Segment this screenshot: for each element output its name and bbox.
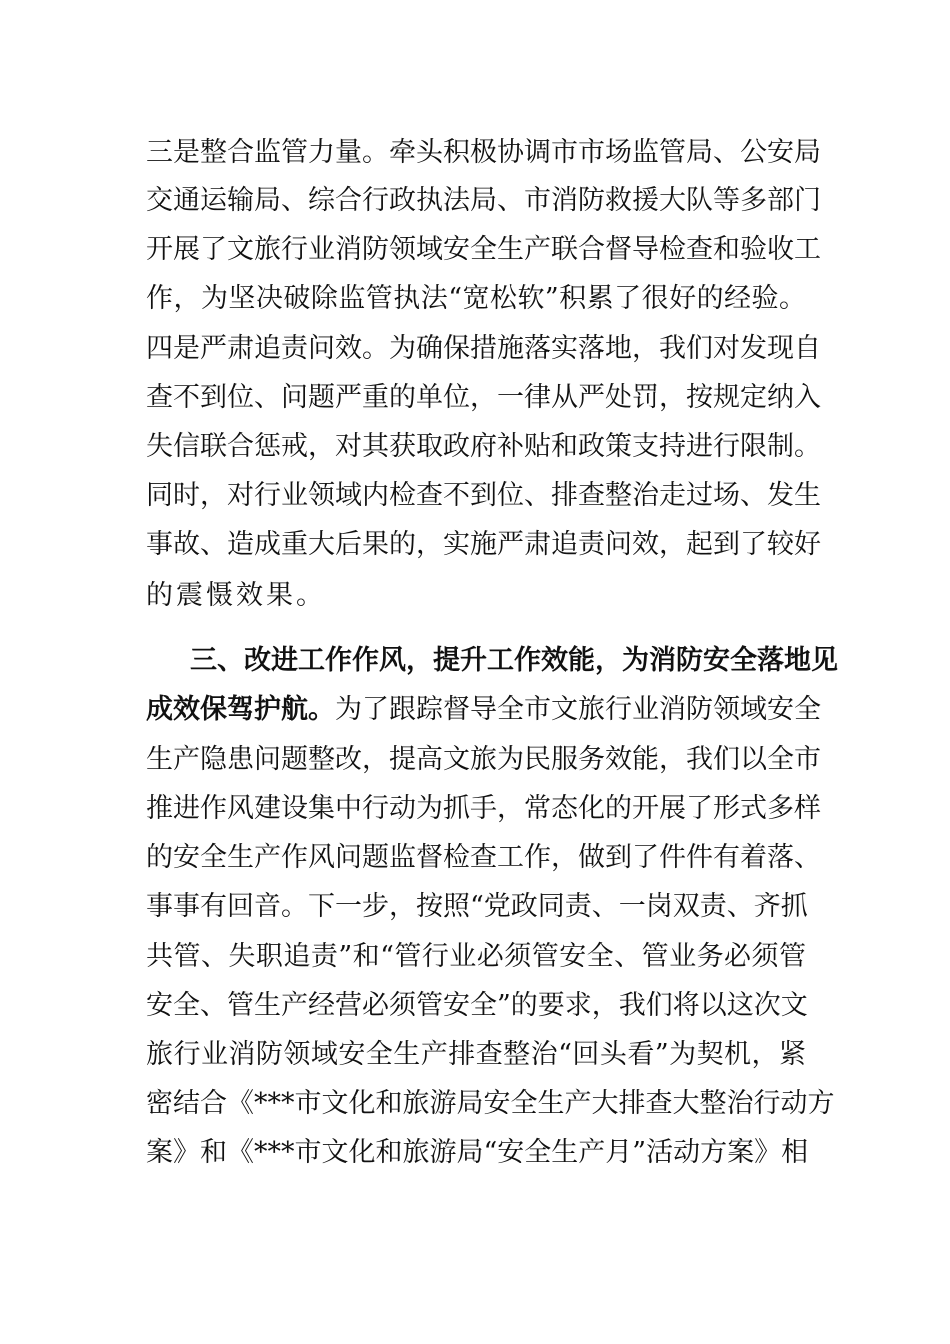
paragraph-line: 事故、造成重大后果的，实施严肃追责问效，起到了较好 [146,529,821,560]
section-heading: 三、改进工作作风，提升工作效能，为消防安全落地见 [190,645,838,676]
section-body-start: 为了跟踪督导全市文旅行业消防领域安全 [335,694,821,725]
paragraph-line: 旅行业消防领域安全生产排查整治“回头看”为契机，紧 [146,1039,806,1070]
paragraph-line: 共管、失职追责”和“管行业必须管安全、管业务必须管 [146,941,806,972]
paragraph-line: 的安全生产作风问题监督检查工作，做到了件件有着落、 [146,842,821,873]
paragraph-line: 安全、管生产经营必须管安全”的要求，我们将以这次文 [146,990,808,1021]
paragraph-line: 交通运输局、综合行政执法局、市消防救援大队等多部门 [146,185,821,216]
paragraph-line: 三是整合监管力量。牵头积极协调市市场监管局、公安局 [146,137,821,168]
paragraph-line: 失信联合惩戒，对其获取政府补贴和政策支持进行限制。 [146,431,821,462]
paragraph-line: 的震慑效果。 [146,580,326,611]
paragraph-line: 密结合《***市文化和旅游局安全生产大排查大整治行动方 [146,1088,835,1119]
paragraph-line: 推进作风建设集中行动为抓手，常态化的开展了形式多样 [146,793,821,824]
section-heading-continued [146,690,821,730]
paragraph-line: 事事有回音。下一步，按照“党政同责、一岗双责、齐抓 [146,891,808,922]
section-heading-tail: 成效保驾护航。 [146,694,335,725]
paragraph-line: 案》和《***市文化和旅游局“安全生产月”活动方案》相 [146,1137,809,1168]
paragraph-line: 四是严肃追责问效。为确保措施落实落地，我们对发现自 [146,333,821,364]
paragraph-line: 查不到位、问题严重的单位，一律从严处罚，按规定纳入 [146,382,821,413]
paragraph-line: 同时，对行业领域内检查不到位、排查整治走过场、发生 [146,480,821,511]
paragraph-line: 开展了文旅行业消防领域安全生产联合督导检查和验收工 [146,234,821,265]
paragraph-line: 作，为坚决破除监管执法“宽松软”积累了很好的经验。 [146,283,806,314]
paragraph-line: 生产隐患问题整改，提高文旅为民服务效能，我们以全市 [146,744,821,775]
